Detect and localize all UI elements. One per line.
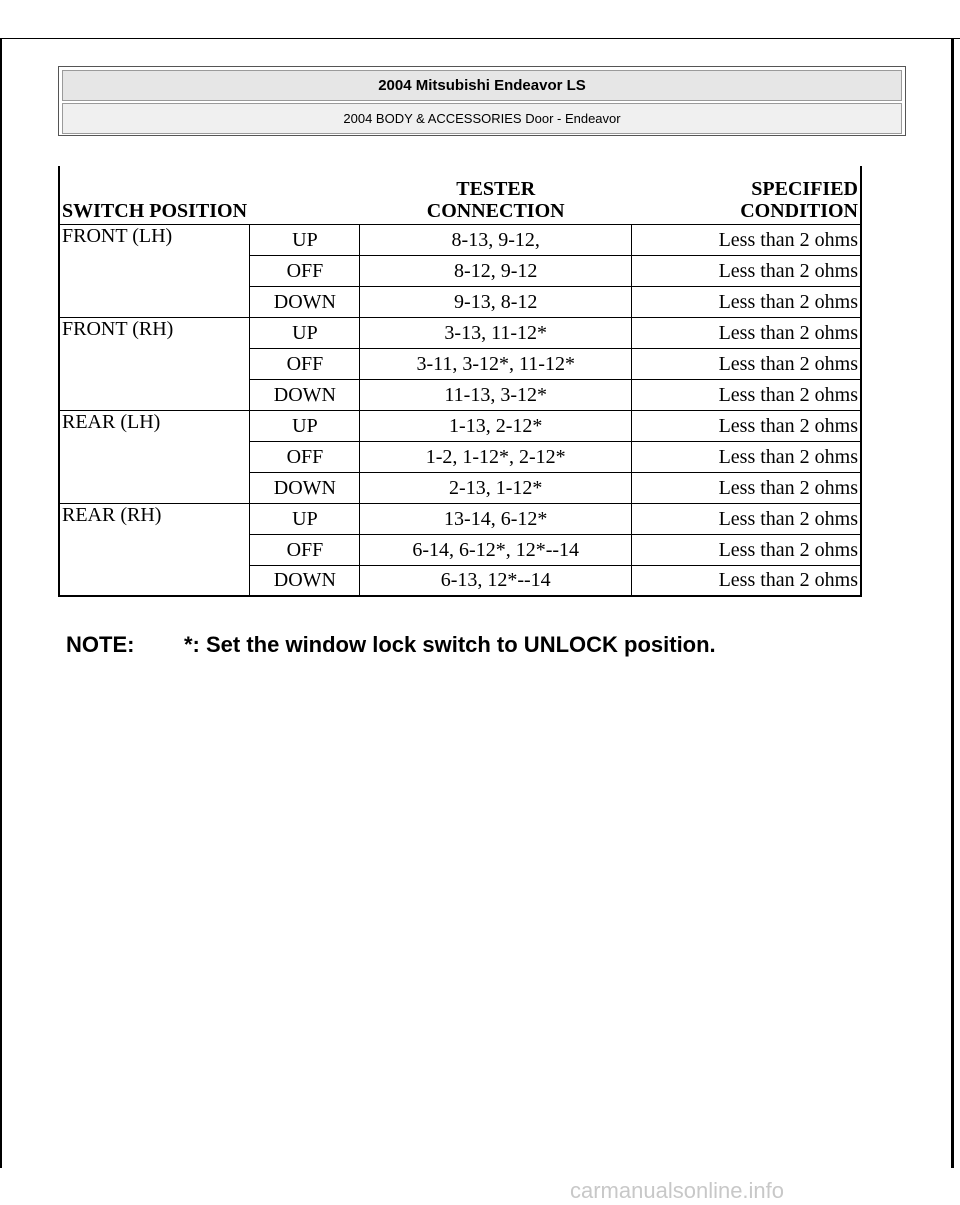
column-header-condition-line2: CONDITION [740,199,858,222]
footnote [66,632,716,658]
table-row [59,317,861,348]
cell-connection: 6-14, 6-12*, 12*--14 [360,534,632,565]
cell-switch: REAR (LH) [59,410,250,503]
column-header-specified-condition [632,166,861,224]
cell-connection: 3-11, 3-12*, 11-12* [360,348,632,379]
cell-connection: 13-14, 6-12* [360,503,632,534]
cell-condition: Less than 2 ohms [632,224,861,255]
column-header-tester-line1: TESTER [456,177,536,200]
cell-connection: 9-13, 8-12 [360,286,632,317]
table-row [59,410,861,441]
cell-position: UP [250,410,360,441]
cell-position: OFF [250,348,360,379]
cell-position: OFF [250,441,360,472]
cell-connection: 8-12, 9-12 [360,255,632,286]
watermark: carmanualsonline.info [570,1178,785,1203]
column-header-tester-line2: CONNECTION [426,199,565,222]
cell-condition: Less than 2 ohms [632,379,861,410]
cell-condition: Less than 2 ohms [632,317,861,348]
column-header-condition-line1: SPECIFIED [751,177,858,200]
cell-position: DOWN [250,565,360,596]
cell-connection: 3-13, 11-12* [360,317,632,348]
cell-position: DOWN [250,379,360,410]
cell-connection: 1-13, 2-12* [360,410,632,441]
cell-switch: FRONT (RH) [59,317,250,410]
cell-condition: Less than 2 ohms [632,255,861,286]
cell-position: UP [250,503,360,534]
table-row [59,503,861,534]
document-subtitle: 2004 BODY & ACCESSORIES Door - Endeavor [62,103,902,134]
cell-condition: Less than 2 ohms [632,534,861,565]
document-title: 2004 Mitsubishi Endeavor LS [62,70,902,101]
cell-switch: FRONT (LH) [59,224,250,317]
switch-continuity-table [58,166,862,597]
document-header [58,66,906,136]
cell-connection: 8-13, 9-12, [360,224,632,255]
table-header-row [59,166,861,224]
cell-condition: Less than 2 ohms [632,286,861,317]
table-row [59,224,861,255]
cell-connection: 11-13, 3-12* [360,379,632,410]
cell-condition: Less than 2 ohms [632,565,861,596]
cell-position: OFF [250,534,360,565]
note-label: NOTE: [66,632,135,657]
cell-condition: Less than 2 ohms [632,441,861,472]
cell-switch: REAR (RH) [59,503,250,596]
cell-position: DOWN [250,286,360,317]
column-header-tester-connection [360,166,632,224]
cell-connection: 6-13, 12*--14 [360,565,632,596]
cell-connection: 2-13, 1-12* [360,472,632,503]
cell-position: UP [250,224,360,255]
cell-position: OFF [250,255,360,286]
cell-position: UP [250,317,360,348]
cell-condition: Less than 2 ohms [632,348,861,379]
cell-position: DOWN [250,472,360,503]
cell-connection: 1-2, 1-12*, 2-12* [360,441,632,472]
cell-condition: Less than 2 ohms [632,472,861,503]
table-body [59,224,861,596]
cell-condition: Less than 2 ohms [632,503,861,534]
page-border-right [951,38,954,1168]
column-header-switch-position: SWITCH POSITION [59,166,360,224]
note-text: *: Set the window lock switch to UNLOCK position. [184,632,716,657]
cell-condition: Less than 2 ohms [632,410,861,441]
page-border-left [0,38,2,1168]
page-border-top [0,38,960,39]
